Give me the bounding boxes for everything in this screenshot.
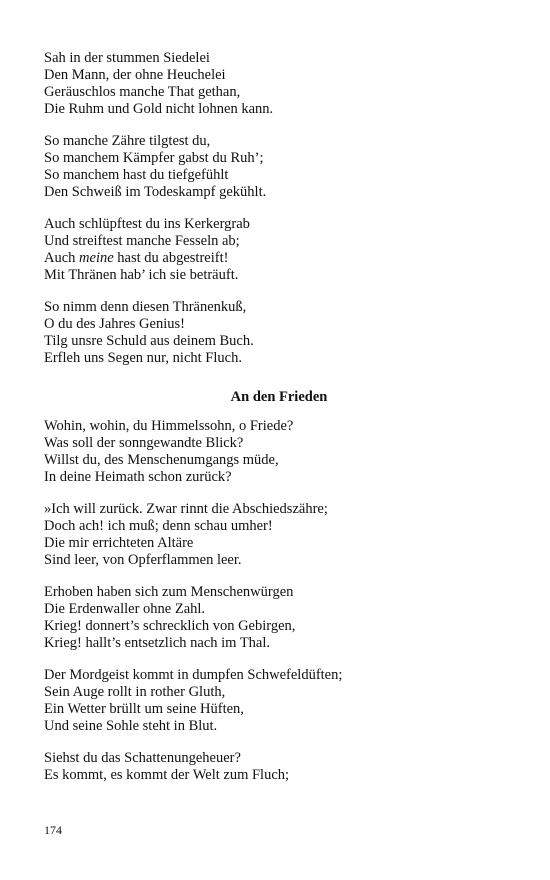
stanza xyxy=(44,133,514,201)
verse-line: So manche Zähre tilgtest du, xyxy=(44,133,211,149)
verse-line: Erhoben haben sich zum Menschenwürgen xyxy=(44,584,294,600)
stanza xyxy=(44,750,514,784)
stanza xyxy=(44,667,514,735)
verse-line: Erfleh uns Segen nur, nicht Fluch. xyxy=(44,350,242,366)
verse-line: Sein Auge rollt in rother Gluth, xyxy=(44,684,226,700)
verse-line: Auch schlüpftest du ins Kerkergrab xyxy=(44,216,250,232)
poem-title: An den Frieden xyxy=(230,389,328,405)
verse-line: Krieg! donnert’s schrecklich von Gebirgen, xyxy=(44,618,296,634)
verse-line: Was soll der sonngewandte Blick? xyxy=(44,435,244,451)
stanza xyxy=(44,299,514,367)
verse-line: Willst du, des Menschenumgangs müde, xyxy=(44,452,279,468)
verse-line: O du des Jahres Genius! xyxy=(44,316,185,332)
verse-line: Auch meine hast du abgestreift! xyxy=(44,250,229,266)
verse-line: Wohin, wohin, du Himmelssohn, o Friede? xyxy=(44,418,294,434)
verse-line: Geräuschlos manche That gethan, xyxy=(44,84,241,100)
verse-line: In deine Heimath schon zurück? xyxy=(44,469,232,485)
stanza xyxy=(44,501,514,569)
poem-an-den-frieden xyxy=(44,418,514,784)
verse-line: Die Erdenwaller ohne Zahl. xyxy=(44,601,206,617)
verse-line: Die mir errichteten Altäre xyxy=(44,535,194,551)
stanza xyxy=(44,584,514,652)
verse-line: Die Ruhm und Gold nicht lohnen kann. xyxy=(44,101,274,117)
emphasis: meine xyxy=(79,250,114,266)
verse-line: Sind leer, von Opferflammen leer. xyxy=(44,552,242,568)
verse-line: So nimm denn diesen Thränenkuß, xyxy=(44,299,247,315)
page-number: 174 xyxy=(44,823,62,837)
verse-line: So manchem Kämpfer gabst du Ruh’; xyxy=(44,150,264,166)
verse-line: Den Mann, der ohne Heuchelei xyxy=(44,67,226,83)
verse-line: So manchem hast du tiefgefühlt xyxy=(44,167,229,183)
verse-line: Der Mordgeist kommt in dumpfen Schwefeldüften; xyxy=(44,667,343,683)
verse-line: Es kommt, es kommt der Welt zum Fluch; xyxy=(44,767,290,783)
verse-line: Ein Wetter brüllt um seine Hüften, xyxy=(44,701,244,717)
verse-line: Doch ach! ich muß; denn schau umher! xyxy=(44,518,273,534)
stanza xyxy=(44,418,514,486)
stanza xyxy=(44,50,514,118)
verse-line: Tilg unsre Schuld aus deinem Buch. xyxy=(44,333,254,349)
page-body xyxy=(44,50,514,799)
verse-line: »Ich will zurück. Zwar rinnt die Abschiedszähre; xyxy=(44,501,328,517)
verse-line: Und streiftest manche Fesseln ab; xyxy=(44,233,240,249)
verse-line: Und seine Sohle steht in Blut. xyxy=(44,718,218,734)
stanza xyxy=(44,216,514,284)
verse-line: Mit Thränen hab’ ich sie beträuft. xyxy=(44,267,239,283)
verse-line: Siehst du das Schattenungeheuer? xyxy=(44,750,241,766)
verse-line: Den Schweiß im Todeskampf gekühlt. xyxy=(44,184,267,200)
verse-line: Krieg! hallt’s entsetzlich nach im Thal. xyxy=(44,635,271,651)
verse-line: Sah in der stummen Siedelei xyxy=(44,50,210,66)
poem-continued xyxy=(44,50,514,367)
